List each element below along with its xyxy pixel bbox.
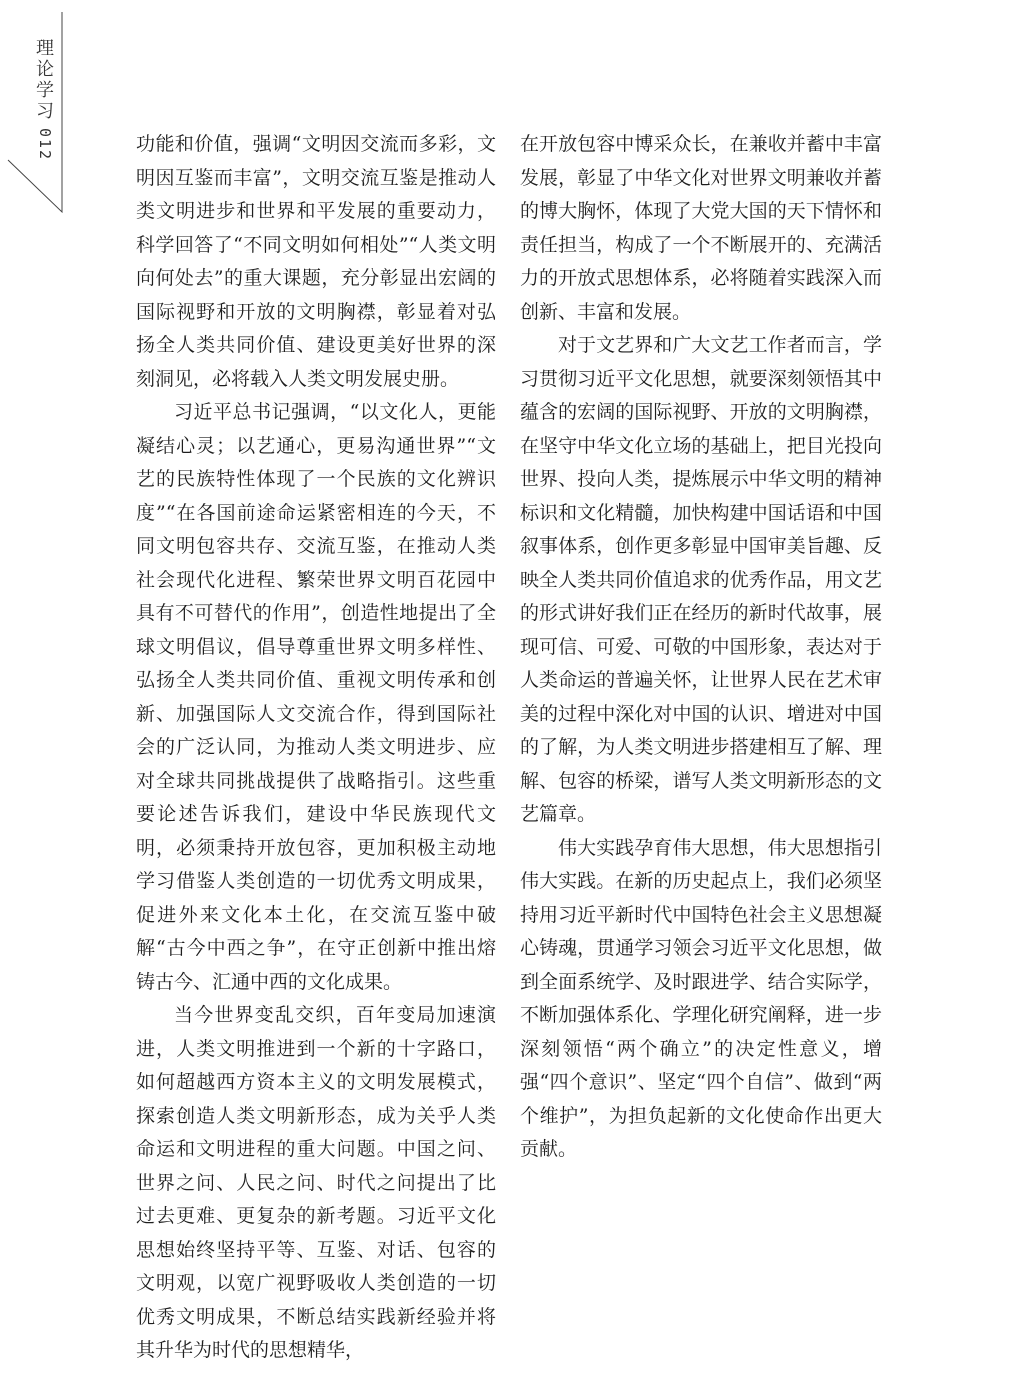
paragraph: 功能和价值，强调“文明因交流而多彩，文明因互鉴而丰富”，文明交流互鉴是推动人类文明进步和世界和平发展的重要动力，科学回答了“不同文明如何相处”“人类文明向何处去”的重大课题，充分彰显出宏阔的国际视野和开放的文明胸襟，彰显着对弘扬全人类共同价值、建设更美好世界的深刻洞见，必将载入人类文明发展史册。 xyxy=(136,133,496,390)
paragraph: 在开放包容中博采众长，在兼收并蓄中丰富发展，彰显了中华文化对世界文明兼收并蓄的博大胸怀，体现了大党大国的天下情怀和责任担当，构成了一个不断展开的、充满活力的开放式思想体系，必将随着实践深入而创新、丰富和发展。 xyxy=(520,133,882,323)
page-number: 012 xyxy=(36,128,54,162)
left-column xyxy=(136,128,496,1368)
paragraph: 当今世界变乱交织，百年变局加速演进，人类文明推进到一个新的十字路口，如何超越西方资本主义的文明发展模式，探索创造人类文明新形态，成为关乎人类命运和文明进程的重大问题。中国之问、世界之问、人民之问、时代之问提出了比过去更难、更复杂的新考题。习近平文化思想始终坚持平等、互鉴、对话、包容的文明观，以宽广视野吸收人类创造的一切优秀文明成果，不断总结实践新经验并将其升华为时代的思想精华， xyxy=(136,1004,496,1361)
paragraph: 伟大实践孕育伟大思想，伟大思想指引伟大实践。在新的历史起点上，我们必须坚持用习近平新时代中国特色社会主义思想凝心铸魂，贯通学习领会习近平文化思想，做到全面系统学、及时跟进学、结合实际学，不断加强体系化、学理化研究阐释，进一步深刻领悟“两个确立”的决定性意义，增强“四个意识”、坚定“四个自信”、做到“两个维护”，为担负起新的文化使命作出更大贡献。 xyxy=(520,836,882,1160)
section-title: 理论学习 xyxy=(36,38,54,122)
right-column xyxy=(520,128,882,1167)
paragraph: 对于文艺界和广大文艺工作者而言，学习贯彻习近平文化思想，就要深刻领悟其中蕴含的宏阔的国际视野、开放的文明胸襟，在坚守中华文化立场的基础上，把目光投向世界、投向人类，提炼展示中华文明的精神标识和文化精髓，加快构建中国话语和中国叙事体系，创作更多彰显中国审美旨趣、反映全人类共同价值追求的优秀作品，用文艺的形式讲好我们正在经历的新时代故事，展现可信、可爱、可敬的中国形象，表达对于人类命运的普遍关怀，让世界人民在艺术审美的过程中深化对中国的认识、增进对中国的了解，为人类文明进步搭建相互了解、理解、包容的桥梁，谱写人类文明新形态的文艺篇章。 xyxy=(520,334,882,825)
section-tab xyxy=(0,0,70,220)
paragraph: 习近平总书记强调，“以文化人，更能凝结心灵；以艺通心，更易沟通世界”“文艺的民族特性体现了一个民族的文化辨识度”“在各国前途命运紧密相连的今天，不同文明包容共存、交流互鉴，在推动人类社会现代化进程、繁荣世界文明百花园中具有不可替代的作用”，创造性地提出了全球文明倡议，倡导尊重世界文明多样性、弘扬全人类共同价值、重视文明传承和创新、加强国际人文交流合作，得到国际社会的广泛认同，为推动人类文明进步、应对全球共同挑战提供了战略指引。这些重要论述告诉我们，建设中华民族现代文明，必须秉持开放包容，更加积极主动地学习借鉴人类创造的一切优秀文明成果，促进外来文化本土化，在交流互鉴中破解“古今中西之争”，在守正创新中推出熔铸古今、汇通中西的文化成果。 xyxy=(136,401,496,993)
